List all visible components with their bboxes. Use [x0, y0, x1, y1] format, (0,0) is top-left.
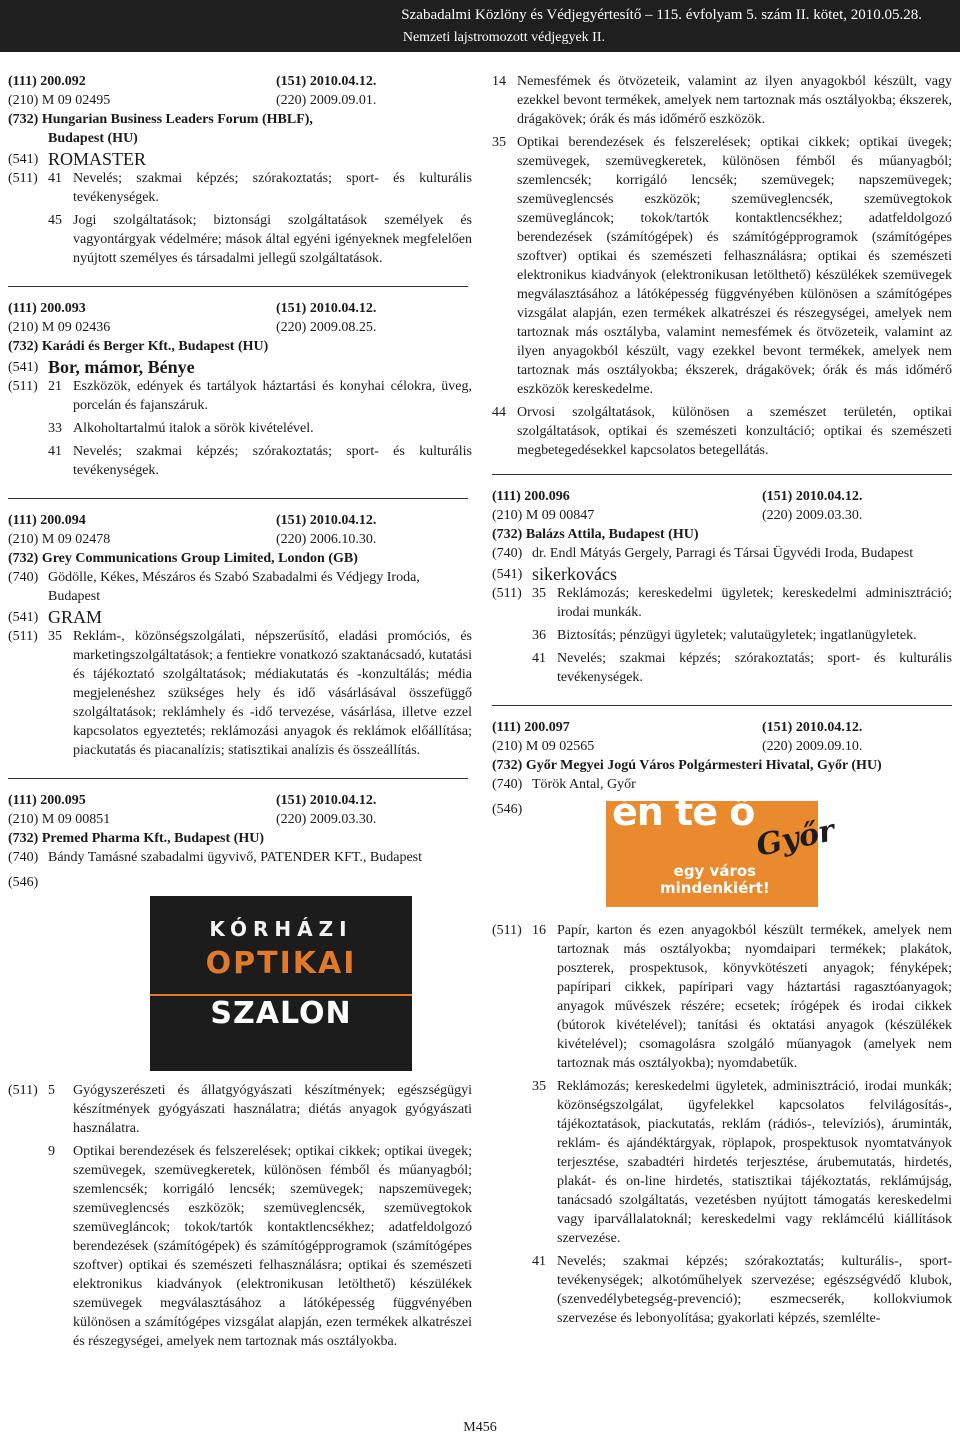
- mark-name: ROMASTER: [48, 149, 147, 169]
- trademark-entry-200096: (111) 200.096 (151) 2010.04.12. (210) M 09 00847 (220) 2009.03.30. (732) Balázs Attila, Budapest (HU) (740) dr. Endl Mátyás Gergely, Parragi és Társai Ügyvédi Iroda, Budapest (541) sikerkovács (511) 35 Reklámozás; kereskedelmi ügyletek; kereskedelmi adminisztráció; irodai munkák. 36 Biztosítás; pénzügyi ügyletek; valutaügyletek; ingatlanügyletek. 41 Nevelés; szakmai képzés; szórakoztatás; sport- és kulturális tevékenységek.: [492, 489, 952, 685]
- trademark-entry-200092: (111) 200.092 (151) 2010.04.12. (210) M 09 02495 (220) 2009.09.01. (732) Hungarian Business Leaders Forum (HBLF), Budapest (HU) (541) ROMASTER (511) 41 Nevelés; szakmai képzés; szórakoztatás; sport- és kulturális tevékenységek. 45 Jogi szolgáltatások; biztonsági szolgáltatások személyek és vagyontárgyak védelmére; mások által egyéni igényeknek megfelelően nyújtott személyes és társadalmi jellegű szolgáltatások.: [8, 74, 472, 266]
- holder: (732) Győr Megyei Jogú Város Polgármesteri Hivatal, Győr (HU): [492, 758, 882, 773]
- class-item: 41 Nevelés; szakmai képzés; szórakoztatás; sport- és kulturális tevékenységek.: [48, 444, 472, 478]
- mark-name: Bor, mámor, Bénye: [48, 357, 195, 377]
- separator: [8, 286, 468, 287]
- class-item: 9 Optikai berendezések és felszerelések; optikai cikkek; optikai üvegek; szemüvegek, szemüvegkeretek, különösen fémből és műanyagból; szemlencsék; korrigáló lencsék; szemüvegek; napszemüvegek; szemüveglencsés eszközök; szemüveglencsék, szemüvegtokok szemüvegláncok; tokok/tartók kontaktlencsékhez; adatfeldolgozó berendezések (számítógépek) és számítógépprogramok (számítógépes szoftver) optikai és szemészeti felhasználásra; optikai és szemészeti elektronikus kiadványok (elektronikusan letölthető) készülékek szemüvegek megválasztásához a látóképesség függvényében különösen a számítógépes vizsgálat alapján, ezen termékek alkatrészei és részegységei, amelyek nem tartoznak más osztályokba.: [48, 1144, 472, 1349]
- representative: Gödölle, Kékes, Mészáros és Szabó Szabadalmi és Védjegy Iroda, Budapest: [48, 570, 420, 604]
- class-item: 36 Biztosítás; pénzügyi ügyletek; valutaügyletek; ingatlanügyletek.: [532, 628, 917, 643]
- section-title: Nemzeti lajstromozott védjegyek II.: [402, 30, 605, 45]
- trademark-entry-200097: (111) 200.097 (151) 2010.04.12. (210) M 09 02565 (220) 2009.09.10. (732) Győr Megyei Jogú Város Polgármesteri Hivatal, Győr (HU) (740) Török Antal, Győr (546) én te ő Győr egy város mindenkiért! (511) 16 Papír, karton és ezen anyagokból készült termékek, amelyek nem tartoznak más osztályokba; nyomdaipari termékek; plakátok, poszterek, prospektusok, könyvkötészeti anyagok; fényképek; papíripari cikkek, papíripari vagy háztartási ragasztóanyagok; anyagok művészek részére; ecsetek; írógépek és irodai cikkek (bútorok kivételével); tanítási és oktatási anyagok (készülékek kivételével); csomagolásra szolgáló műanyagok (amelyek nem tartoznak más osztályokba); nyomdabetűk. 35 Reklámozás; kereskedelmi ügyletek, adminisztráció, irodai munkák; közönségszolgálat, ügyfelekkel kapcsolatos felvilágosítás-, tájékoztatások, piackutatás, reklám (rádiós-, televíziós), áruminták, reklám- és ajándéktárgyak, röplapok, prospektusok nyomtatványok terjesztése, szabadtéri hirdetés terjesztése, árubemutatás, hirdetés, plakát- és on-line hirdetés, statisztikai tájékoztatás, reklámújság, tanácsadó szolgáltatás, vezetésben nyújtott támogatás kereskedelmi vagy iparvállalatoknál; kereskedelmi vagy reklámcélú kiállítások szervezése. 41 Nevelés; szakmai képzés; szórakoztatás; kulturális-, sport-tevékenységek; alkotóműhelyek szervezése; egészségvédő klubok, (szenvedélybetegség-prevenció); eszmecserék, kollokviumok szervezése és lebonyolítása; gyakorlati képzés, szemlélte-: [492, 720, 952, 1326]
- class-item: 44 Orvosi szolgáltatások, különösen a szemészet területén, optikai szolgáltatások, optikai és szemészeti konzultáció; optikai és szemészeti megbetegedésekkel kapcsolatos betegellátás.: [492, 405, 952, 458]
- class-item: 41 Nevelés; szakmai képzés; szórakoztatás; sport- és kulturális tevékenységek.: [48, 171, 472, 205]
- class-item: 35 Reklámozás; kereskedelmi ügyletek, adminisztráció, irodai munkák; közönségszolgálat, ügyfelekkel kapcsolatos felvilágosítás-, tájékoztatások, piackutatás, reklám (rádiós-, televíziós), áruminták, reklám- és ajándéktárgyak, röplapok, prospektusok nyomtatványok terjesztése, szabadtéri hirdetés terjesztése, árubemutatás, hirdetés, plakát- és on-line hirdetés, statisztikai tájékoztatás, reklámújság, tanácsadó szolgáltatás, vezetésben nyújtott támogatás kereskedelmi vagy iparvállalatoknál; kereskedelmi vagy reklámcélú kiállítások szervezése.: [532, 1079, 952, 1246]
- holder: (732) Grey Communications Group Limited, London (GB): [8, 551, 358, 566]
- class-item: 33 Alkoholtartalmú italok a sörök kivételével.: [48, 421, 314, 436]
- class-item: 16 Papír, karton és ezen anyagokból készült termékek, amelyek nem tartoznak más osztályokba; nyomdaipari termékek; plakátok, poszterek, prospektusok, könyvkötészeti anyagok; fényképek; papíripari cikkek, papíripari vagy háztartási ragasztóanyagok; anyagok művészek részére; ecsetek; írógépek és irodai cikkek (bútorok kivételével); tanítási és oktatási anyagok (készülékek kivételével); csomagolásra szolgáló műanyagok (amelyek nem tartoznak más osztályokba); nyomdabetűk.: [532, 923, 952, 1071]
- representative: dr. Endl Mátyás Gergely, Parragi és Társai Ügyvédi Iroda, Budapest: [532, 546, 914, 561]
- separator: [8, 778, 468, 779]
- en-te-o-gyor-logo: én te ő Győr egy város mindenkiért!: [606, 801, 818, 907]
- right-column: [492, 72, 952, 1346]
- left-column: [8, 72, 472, 1369]
- class-item: 5 Gyógyszerészeti és állatgyógyászati készítmények; egészségügyi készítmények gyógyászati használatra; diétás anyagok gyógyászati használatra.: [48, 1083, 472, 1136]
- holder: (732) Balázs Attila, Budapest (HU): [492, 527, 699, 542]
- representative: Bándy Tamásné szabadalmi ügyvivő, PATENDER KFT., Budapest: [48, 850, 423, 865]
- trademark-entry-200094: (111) 200.094 (151) 2010.04.12. (210) M 09 02478 (220) 2006.10.30. (732) Grey Communications Group Limited, London (GB) (740) Gödölle, Kékes, Mészáros és Szabó Szabadalmi és Védjegy Iroda, Budapest (541) GRAM (511) 35 Reklám-, közönségszolgálati, népszerűsítő, eladási promóciós, és marketingszolgáltatások; a fentiekre vonatkozó szaktanácsadó, kutatási és tájékoztató szolgáltatások; médiakutatás és -konzultálás; média megjelenéshez szükséges hely és idő vásárlásával összefüggő szolgáltatások; reklámhely és -idő tervezése, vásárlása, illetve ezzel kapcsolatos egyeztetés; reklámozási anyagok és reklámok előállítása; piackutatás és piacanalízis; statisztikai analízis és összeállítás.: [8, 513, 472, 758]
- class-item: 45 Jogi szolgáltatások; biztonsági szolgáltatások személyek és vagyontárgyak védelmére; mások által egyéni igényeknek megfelelően nyújtott személyes és társadalmi jellegű szolgáltatások.: [48, 213, 472, 266]
- class-item: 35 Reklám-, közönségszolgálati, népszerűsítő, eladási promóciós, és marketingszolgáltatások; a fentiekre vonatkozó szaktanácsadó, kutatási és tájékoztató szolgáltatások; médiakutatás és -konzultálás; média megjelenéshez szükséges hely és idő vásárlásával összefüggő szolgáltatások; reklámhely és -idő tervezése, vásárlása, illetve ezzel kapcsolatos egyeztetés; reklámozási anyagok és reklámok előállítása; piackutatás és piacanalízis; statisztikai analízis és összeállítás.: [48, 629, 472, 758]
- class-item: 41 Nevelés; szakmai képzés; szórakoztatás; sport- és kulturális tevékenységek.: [532, 651, 952, 685]
- mark-name: sikerkovács: [532, 564, 617, 584]
- page-header: [0, 0, 960, 52]
- korhazi-optikai-szalon-logo: KÓRHÁZI OPTIKAI SZALON: [150, 896, 412, 1071]
- holder: (732) Hungarian Business Leaders Forum (HBLF),: [8, 112, 313, 127]
- holder: (732) Premed Pharma Kft., Budapest (HU): [8, 831, 264, 846]
- class-item: 41 Nevelés; szakmai képzés; szórakoztatás; kulturális-, sport-tevékenységek; alkotóműhelyek szervezése; egészségvédő klubok, (szenvedélybetegség-prevenció); eszmecserék, kollokviumok szervezése és lebonyolítása; gyakorlati képzés, szemlélte-: [532, 1254, 952, 1326]
- holder: (732) Karádi és Berger Kft.: [8, 339, 172, 354]
- separator: [492, 474, 952, 475]
- trademark-entry-200095: (111) 200.095 (151) 2010.04.12. (210) M 09 00851 (220) 2009.03.30. (732) Premed Pharma Kft., Budapest (HU) (740) Bándy Tamásné szabadalmi ügyvivő, PATENDER KFT., Budapest (546) KÓRHÁZI OPTIKAI SZALON (511) 5 Gyógyszerészeti és állatgyógyászati készítmények; egészségügyi készítmények gyógyászati használatra; diétás anyagok gyógyászati használatra. 9 Optikai berendezések és felszerelések; optikai cikkek; optikai üvegek; szemüvegek, szemüvegkeretek, különösen fémből és műanyagból; szemlencsék; korrigáló lencsék; szemüvegek; napszemüvegek; szemüveglencsés eszközök; szemüveglencsék, szemüvegtokok szemüvegláncok; tokok/tartók kontaktlencsékhez; adatfeldolgozó berendezések (számítógépek) és számítógépprogramok (számítógépes szoftver) optikai és szemészeti felhasználásra; optikai és szemészeti elektronikus kiadványok (elektronikusan letölthető) készülékek szemüvegek megválasztásához a látóképesség függvényében különösen a számítógépes vizsgálat alapján, ezen termékek alkatrészei és részegységei, amelyek nem tartoznak más osztályokba.: [8, 793, 472, 1349]
- representative: Török Antal, Győr: [532, 777, 636, 792]
- mark-name: GRAM: [48, 607, 103, 627]
- separator: [8, 498, 468, 499]
- page-number: M456: [463, 1420, 497, 1435]
- journal-title: Szabadalmi Közlöny és Védjegyértesítő – 115. évfolyam 5. szám II. kötet, 2010.05.28.: [401, 7, 922, 23]
- separator: [492, 705, 952, 706]
- class-item: 35 Optikai berendezések és felszerelések; optikai cikkek; optikai üvegek; szemüvegek, szemüvegkeretek, különösen fémből és műanyagból; szemlencsék; korrigáló lencsék; szemüvegek; napszemüvegek; szemüveglencsés eszközök; szemüveglencsék, szemüvegtokok szemüvegláncok; tokok/tartók kontaktlencsékhez; adatfeldolgozó berendezések (számítógépek) és számítógépprogramok (számítógépes szoftver) optikai és szemészeti felhasználásra; optikai és szemészeti elektronikus kiadványok (elektronikusan letölthető) készülékek szemüvegek megválasztásához a látóképesség függvényében különösen a számítógépes vizsgálat alapján, ezen termékek alkatrészei és részegységei, amelyek nem tartoznak más osztályba, valamint nemesfémek és ötvözeteik, valamint az ilyen anyagokból készült, vagy ezekkel bevont termékek, amelyek nem tartoznak más osztályokba; ékszerek, drágakövek; órák és más időmérő eszközök kereskedelme.: [492, 135, 952, 397]
- class-item: 21 Eszközök, edények és tartályok háztartási és konyhai célokra, üveg, porcelán és fajanszáruk.: [48, 379, 472, 413]
- trademark-entry-200093: (111) 200.093 (151) 2010.04.12. (210) M 09 02436 (220) 2009.08.25. (732) Karádi és Berger Kft., Budapest (HU) (541) Bor, mámor, Bénye (511) 21 Eszközök, edények és tartályok háztartási és konyhai célokra, üveg, porcelán és fajanszáruk. 33 Alkoholtartalmú italok a sörök kivételével. 41 Nevelés; szakmai képzés; szórakoztatás; sport- és kulturális tevékenységek.: [8, 301, 472, 478]
- class-item: 14 Nemesfémek és ötvözeteik, valamint az ilyen anyagokból készült, vagy ezekkel bevont termékek, amelyek nem tartoznak más osztályokba; ékszerek, drágakövek; órák és más időmérő eszközök.: [492, 74, 952, 127]
- class-item: 35 Reklámozás; kereskedelmi ügyletek; kereskedelmi adminisztráció; irodai munkák.: [532, 586, 952, 620]
- trademark-entry-200095-continued: [492, 72, 952, 460]
